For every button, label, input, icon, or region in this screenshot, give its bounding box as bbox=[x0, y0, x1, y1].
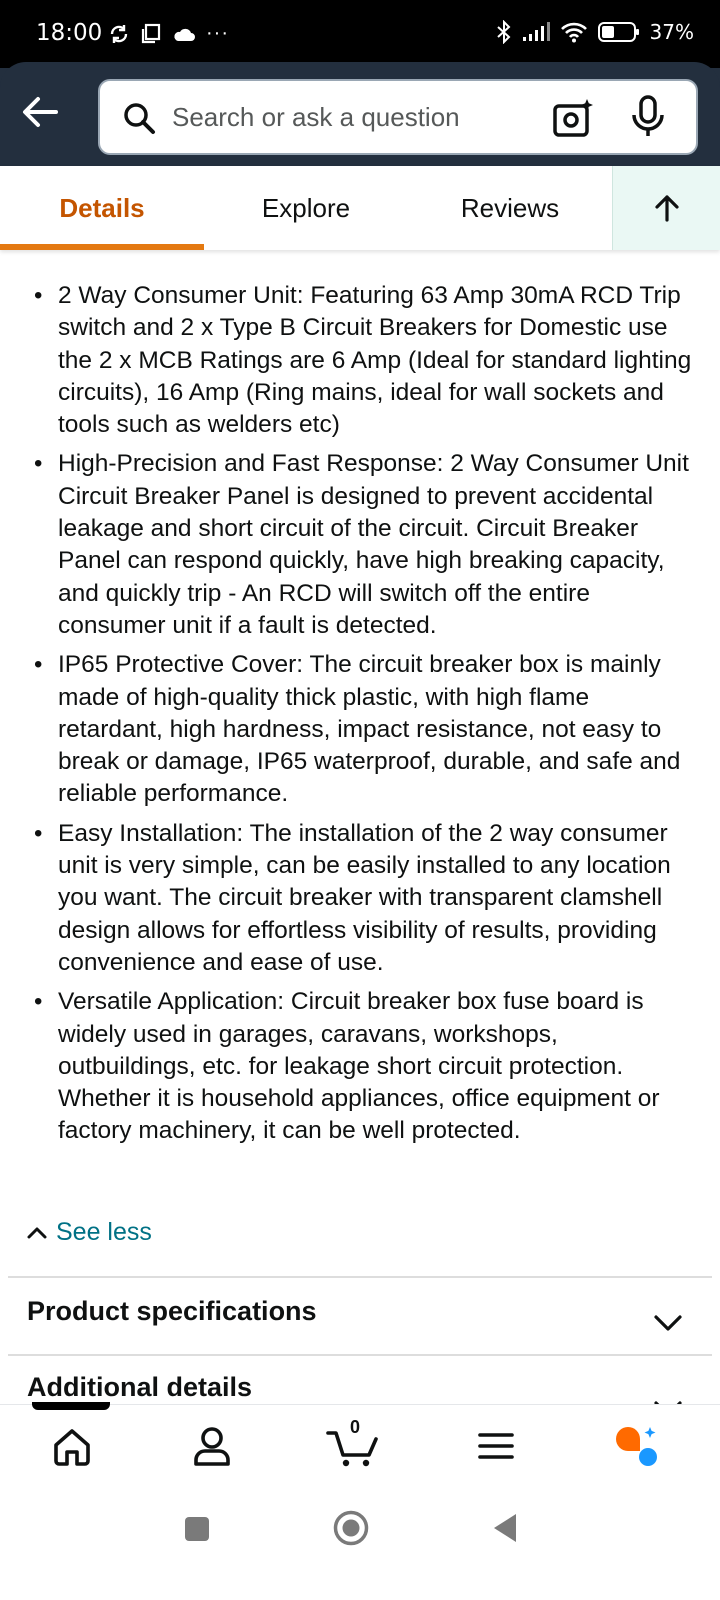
feature-bullet: • Easy Installation: The installation of the 2 way consumer unit is very simple, can be easily installed to any location you want. The circuit breaker with transparent clamshell design allows for effortless visibility of results, providing convenience and ease of use. bbox=[30, 818, 700, 979]
search-box[interactable] bbox=[98, 79, 698, 155]
nav-menu[interactable] bbox=[474, 1423, 518, 1469]
back-button-icon[interactable] bbox=[492, 1512, 518, 1544]
product-specifications-title: Product specifications bbox=[27, 1296, 317, 1326]
cart-count: 0 bbox=[350, 1417, 361, 1437]
arrow-up-icon bbox=[652, 193, 682, 223]
tab-reviews-label: Reviews bbox=[460, 192, 560, 223]
home-icon bbox=[50, 1423, 94, 1469]
nav-home[interactable] bbox=[50, 1423, 94, 1469]
tab-details-label: Details bbox=[59, 192, 145, 223]
chevron-down-icon bbox=[652, 1392, 684, 1404]
nav-cart[interactable] bbox=[326, 1417, 382, 1469]
tab-bar bbox=[0, 166, 720, 250]
feature-bullets bbox=[30, 280, 700, 1155]
bottom-navigation bbox=[0, 1404, 720, 1488]
system-navigation-bar bbox=[0, 1488, 720, 1600]
additional-details-row[interactable] bbox=[0, 1356, 720, 1404]
status-notification-icons bbox=[108, 22, 229, 45]
sync-icon bbox=[108, 23, 130, 45]
feature-bullet: • Versatile Application: Circuit breaker box fuse board is widely used in garages, caravans, workshops, outbuildings, etc. for leakage short circuit protection. Whether it is household appliances, office equipment or factory machinery, it can be well protected. bbox=[30, 986, 700, 1147]
feature-bullet: • IP65 Protective Cover: The circuit breaker box is mainly made of high-quality thick plastic, with high flame retardant, high hardness, impact resistance, not easy to break or damage, IP65 waterproof, durable, and safe and reliable performance. bbox=[30, 649, 700, 810]
feature-bullet: • 2 Way Consumer Unit: Featuring 63 Amp 30mA RCD Trip switch and 2 x Type B Circuit Breakers for Domestic use the 2 x MCB Ratings are 6 Amp (Ideal for standard lighting circuits), 16 Amp (Ring mains, ideal for wall sockets and tools such as welders etc) bbox=[30, 280, 700, 441]
battery-percentage: 37% bbox=[649, 20, 694, 44]
cloud-icon bbox=[172, 24, 196, 44]
see-less-label: See less bbox=[56, 1218, 152, 1246]
status-system-icons bbox=[496, 20, 694, 44]
tab-explore[interactable] bbox=[204, 166, 408, 250]
status-time: 18:00 bbox=[36, 20, 103, 46]
chevron-down-icon bbox=[652, 1306, 684, 1338]
see-less-link[interactable] bbox=[26, 1218, 152, 1247]
back-arrow-icon bbox=[20, 92, 60, 132]
home-button-icon[interactable] bbox=[333, 1510, 369, 1546]
mic-icon[interactable] bbox=[630, 95, 666, 139]
tab-details[interactable] bbox=[0, 166, 204, 250]
tab-explore-label: Explore bbox=[261, 192, 351, 223]
battery-icon bbox=[598, 21, 640, 43]
active-nav-indicator bbox=[32, 1402, 110, 1410]
recents-button-icon[interactable] bbox=[184, 1516, 210, 1542]
chevron-up-icon bbox=[26, 1222, 48, 1244]
rufus-icon bbox=[612, 1423, 662, 1469]
profile-icon bbox=[190, 1423, 234, 1469]
back-button[interactable] bbox=[20, 92, 60, 132]
more-notifications-icon: ··· bbox=[206, 22, 229, 44]
copy-icon bbox=[140, 23, 162, 45]
wifi-icon bbox=[560, 21, 588, 43]
signal-icon bbox=[522, 22, 550, 42]
feature-bullet: • High-Precision and Fast Response: 2 Way Consumer Unit Circuit Breaker Panel is designed to prevent accidental leakage and short circuit of the circuit. Circuit Breaker Panel can respond quickly, have high breaking capacity, and quickly trip - An RCD will switch off the entire consumer unit if a fault is detected. bbox=[30, 448, 700, 642]
nav-profile[interactable] bbox=[190, 1423, 234, 1469]
tab-reviews[interactable] bbox=[408, 166, 612, 250]
status-bar bbox=[0, 0, 720, 68]
additional-details-title: Additional details bbox=[27, 1372, 253, 1402]
search-input[interactable] bbox=[172, 93, 532, 141]
camera-icon[interactable] bbox=[552, 97, 594, 139]
product-specifications-row[interactable] bbox=[0, 1278, 720, 1356]
search-icon bbox=[122, 101, 156, 135]
menu-icon bbox=[474, 1423, 518, 1469]
nav-rufus[interactable] bbox=[612, 1423, 662, 1469]
active-tab-indicator bbox=[0, 244, 204, 250]
scroll-to-top-button[interactable] bbox=[612, 166, 720, 250]
bluetooth-icon bbox=[496, 20, 512, 44]
